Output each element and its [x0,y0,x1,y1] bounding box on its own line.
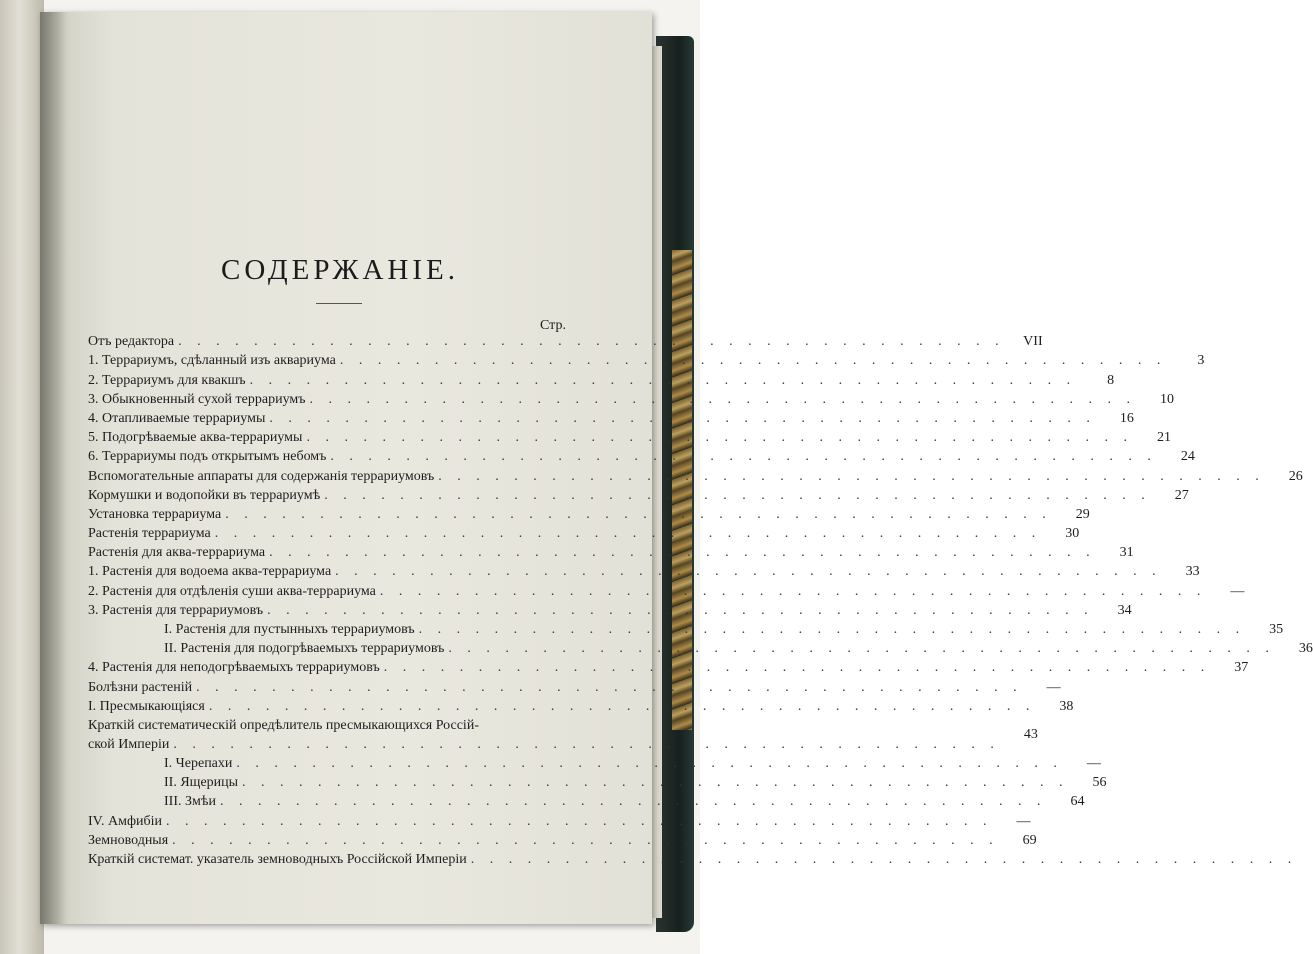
toc-leader: . . . . . . . . . . . . . . . . . . . . . . . . . . . . . . . . . . . . . . . . . . . . [324,487,1151,503]
toc-entry-title: 3. Обыкновенный сухой террариумъ [88,391,306,407]
toc-entry-page: — [1016,813,1031,829]
toc-entry [88,831,1037,850]
toc-leader: . . . . . . . . . . . . . . . . . . . . . . . . . . . . . . . . . . . . . . . . . . . . [225,506,1052,522]
toc-entry-page: 37 [1234,660,1249,676]
toc-entry [88,639,1313,658]
toc-leader: . . . . . . . . . . . . . . . . . . . . . . . . . . . . . . . . . . . . . . . . . . . . [208,698,1036,714]
toc-entry-title: II. Растенія для подогрѣваемыхъ террариумовъ [164,641,445,657]
toc-entry-title: 2. Террариумъ для квакшъ [88,372,246,388]
toc-entry [88,792,1085,811]
toc-entry-title: Отъ редактора [88,334,175,350]
toc-entry-title: Растенія террариума [88,526,211,542]
toc-entry [88,773,1107,792]
toc-entry [88,677,1061,696]
toc-entry-title: I. Черепахи [164,755,233,771]
toc-entry [88,754,1101,773]
toc-entry-title-continuation: ской Имперіи [88,736,170,752]
toc-entry [88,697,1074,716]
toc-entry-page: 69 [1022,832,1037,848]
page-title: СОДЕРЖАНІЕ. [221,254,459,286]
toc-leader: . . . . . . . . . . . . . . . . . . . . . . . . . . . . . . . . . . . . . . . . . . . . [306,430,1133,446]
toc-leader: . . . . . . . . . . . . . . . . . . . . . . . . . . . . . . . . . . . . . . . . . . . . [178,334,1005,350]
toc-entry-title: Установка террариума [88,506,222,522]
toc-entry-title: Болѣзни растеній [88,679,193,695]
toc-entry-title: Земноводныя [88,832,169,848]
page-column-label: Стр. [540,318,566,333]
toc-entry-page: 38 [1059,698,1074,714]
toc-entry-page: 43 [1023,727,1038,743]
toc-entry-title: 1. Растенія для водоема аква-террариума [88,564,332,580]
toc-leader: . . . . . . . . . . . . . . . . . . . . . . . . . . . . . . . . . . . . . . . . . . . . [166,813,993,829]
toc-entry-title: 3. Растенія для террариумовъ [88,602,264,618]
toc-entry-page: 10 [1160,391,1174,407]
toc-entry [88,466,1303,485]
toc-entry-title: III. Змѣи [164,794,216,810]
toc-leader: . . . . . . . . . . . . . . . . . . . . . . . . . . . . . . . . . . . . . . . . . . . . [269,410,1096,426]
toc-leader: . . . . . . . . . . . . . . . . . . . . . . . . . . . . . . . . . . . . . . . . . . . . [249,372,1077,388]
toc-leader: . . . . . . . . . . . . . . . . . . . . . . . . . . . . . . . . . . . . . . . . . . . . [219,794,1047,810]
toc-entry-page: 27 [1174,487,1189,503]
toc-entry-page: 36 [1298,641,1313,657]
toc-entry-page: 64 [1070,794,1085,810]
toc-entry-title: 2. Растенія для отдѣленія суши аква-террариума [88,583,376,599]
toc-entry-page: 33 [1185,564,1200,580]
toc-leader: . . . . . . . . . . . . . . . . . . . . . . . . . . . . . . . . . . . . . . . . . . . . [438,468,1265,484]
toc-entry-title: Краткій систематическій опредѣлитель пресмыкающихся Россій- [88,717,479,733]
toc-entry-title: 1. Террариумъ, сдѣланный изъ аквариума [88,353,336,369]
toc-entry [88,562,1200,581]
toc-entry [88,716,1038,754]
toc-leader: . . . . . . . . . . . . . . . . . . . . . . . . . . . . . . . . . . . . . . . . . . . . [214,526,1042,542]
toc-leader: . . . . . . . . . . . . . . . . . . . . . . . . . . . . . . . . . . . . . . . . . . . . [448,641,1275,657]
toc-entry-title: II. Ящерицы [164,775,239,791]
toc-entry-page: 34 [1117,602,1132,618]
toc-entry [88,581,1245,600]
toc-leader: . . . . . . . . . . . . . . . . . . . . . . . . . . . . . . . . . . . . . . . . . . . . [269,545,1096,561]
toc-entry [88,486,1189,505]
toc-leader: . . . . . . . . . . . . . . . . . . . . . . . . . . . . . . . . . . . . . . . . . . . . [383,660,1211,676]
toc-entry-title: 4. Растенія для неподогрѣваемыхъ террариумовъ [88,660,380,676]
toc-leader: . . . . . . . . . . . . . . . . . . . . . . . . . . . . . . . . . . . . . . . . . . . . [242,775,1069,791]
toc-entry [88,370,1115,389]
toc-entry-page: 24 [1180,449,1195,465]
toc-entry-page: 26 [1288,468,1303,484]
toc-entry-title: Краткій системат. указатель земноводныхъ Россійской Имперіи [88,851,467,867]
toc-entry [88,543,1134,562]
toc-leader: . . . . . . . . . . . . . . . . . . . . . . . . . . . . . . . . . . . . . . . . . . . . [267,602,1094,618]
toc-leader: . . . . . . . . . . . . . . . . . . . . . . . . . . . . . . . . . . . . . . . . . . . . [339,353,1167,369]
toc-entry-page: — [1230,583,1245,599]
toc-leader: . . . . . . . . . . . . . . . . . . . . . . . . . . . . . . . . . . . . . . . . . . . . [330,449,1157,465]
toc-leader: . . . . . . . . . . . . . . . . . . . . . . . . . . . . . . . . . . . . . . . . . . . . [172,832,999,848]
toc-entry [88,850,1298,869]
toc-entry-page: — [1086,755,1101,771]
toc-entry [88,601,1132,620]
toc-entry-page: VII [1023,334,1043,350]
toc-entry-title: I. Пресмыкающіяся [88,698,205,714]
toc-leader: . . . . . . . . . . . . . . . . . . . . . . . . . . . . . . . . . . . . . . . . . . . . [173,736,1000,752]
toc-entry [88,505,1090,524]
toc-entry [88,428,1171,447]
book-cover-left [0,0,44,954]
toc-leader: . . . . . . . . . . . . . . . . . . . . . . . . . . . . . . . . . . . . . . . . . . . . [470,851,1298,867]
toc-entry [88,524,1080,543]
toc-entry-page: 56 [1092,775,1107,791]
toc-entry-title: 5. Подогрѣваемые аква-террариумы [88,430,303,446]
toc-entry-page: 31 [1119,545,1134,561]
toc-leader: . . . . . . . . . . . . . . . . . . . . . . . . . . . . . . . . . . . . . . . . . . . . [418,622,1246,637]
title-divider [316,303,362,304]
toc-entry [88,351,1205,370]
toc-entry-page: 16 [1119,410,1134,426]
toc-entry [88,332,1043,351]
toc-entry [88,447,1195,466]
toc-entry [88,409,1134,428]
toc-entry [88,658,1249,677]
toc-entry-page: 3 [1197,353,1205,369]
toc-entry-title: IV. Амфибіи [88,813,163,829]
toc-entry [88,811,1031,830]
toc-leader: . . . . . . . . . . . . . . . . . . . . . . . . . . . . . . . . . . . . . . . . . . . . [335,564,1162,580]
gutter-shadow [40,12,66,924]
toc-entry-title: Кормушки и водопойки въ террариумѣ [88,487,321,503]
toc-entry-page: 29 [1075,506,1090,522]
toc-entry-title: Вспомогательные аппараты для содержанія террариумовъ [88,468,435,484]
toc-entry-page: 8 [1107,372,1115,388]
toc-leader: . . . . . . . . . . . . . . . . . . . . . . . . . . . . . . . . . . . . . . . . . . . . [196,679,1023,695]
toc-leader: . . . . . . . . . . . . . . . . . . . . . . . . . . . . . . . . . . . . . . . . . . . . [236,755,1063,771]
toc-entry-title: Растенія для аква-террариума [88,545,266,561]
toc-entry-page: — [1046,679,1061,695]
toc-entry [88,390,1174,409]
toc-leader: . . . . . . . . . . . . . . . . . . . . . . . . . . . . . . . . . . . . . . . . . . . . [379,583,1207,599]
toc-entry [88,620,1284,639]
toc-entry-title: 6. Террариумы подъ открытымъ небомъ [88,449,327,465]
toc-entry-page: 35 [1269,622,1284,637]
table-of-contents [88,332,1313,869]
toc-entry-title: I. Растенія для пустынныхъ террариумовъ [164,622,415,637]
toc-entry-page: 21 [1156,430,1171,446]
toc-entry-title: 4. Отапливаемые террариумы [88,410,266,426]
toc-leader: . . . . . . . . . . . . . . . . . . . . . . . . . . . . . . . . . . . . . . . . . . . . [309,391,1136,407]
toc-entry-page: 30 [1065,526,1080,542]
